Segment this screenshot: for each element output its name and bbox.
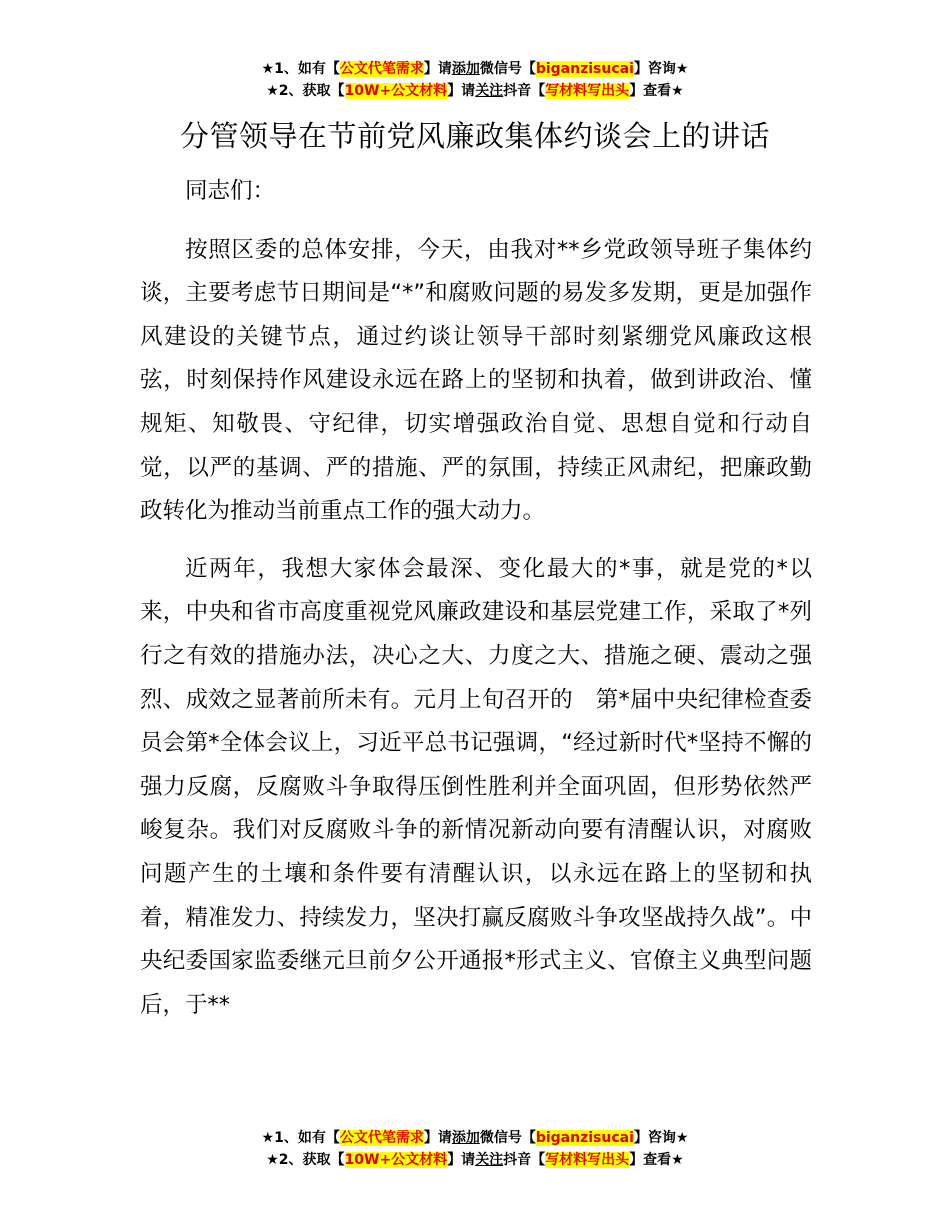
highlight-ghostwriting: 公文代笔需求: [339, 61, 424, 77]
banner-line-2: ★2、获取【10W+公文材料】请关注抖音【写材料写出头】查看★: [266, 83, 684, 99]
document-title: 分管领导在节前党风廉政集体约谈会上的讲话: [179, 119, 770, 153]
banner-line-1: ★1、如有【公文代笔需求】请添加微信号【biganzisucai】咨询★: [261, 61, 689, 77]
salutation: 同志们：: [185, 178, 276, 204]
header-banner: [0, 58, 950, 102]
highlight-materials: 10W+公文材料: [344, 83, 448, 99]
highlight-douyin-account: 写材料写出头: [545, 1152, 630, 1168]
document-body: [140, 170, 812, 1027]
footer-banner: [0, 1127, 950, 1171]
paragraph: 近两年，我想大家体会最深、变化最大的*事，就是党的*以来，中央和省市高度重视党风廉政建设和基层党建工作，采取了*列行之有效的措施办法，决心之大、力度之大、措施之硬、震动之强烈、成效之显著前所未有。元月上旬召开的 第*届中央纪律检查委员会第*全体会议上，习近平总书记强调，“经过新时代*坚持不懈的强力反腐，反腐败斗争取得压倒性胜利并全面巩固，但形势依然严峻复杂。我们对反腐败斗争的新情况新动向要有清醒认识，对腐败问题产生的土壤和条件要有清醒认识，以永远在路上的坚韧和执着，精准发力、持续发力，坚决打赢反腐败斗争攻坚战持久战”。中央纪委国家监委继元旦前夕公开通报*形式主义、官僚主义典型问题后，于**: [140, 555, 812, 1018]
highlight-wechat-id: biganzisucai: [535, 61, 634, 77]
paragraph: 按照区委的总体安排，今天，由我对**乡党政领导班子集体约谈，主要考虑节日期间是“*”和腐败问题的易发多发期，更是加强作风建设的关键节点，通过约谈让领导干部时刻紧绷党风廉政这根弦，时刻保持作风建设永远在路上的坚韧和执着，做到讲政治、懂规矩、知敬畏、守纪律，切实增强政治自觉、思想自觉和行动自觉，以严的基调、严的措施、严的氛围，持续正风肃纪，把廉政勤政转化为推动当前重点工作的强大动力。: [140, 236, 812, 525]
banner-line-1: ★1、如有【公文代笔需求】请添加微信号【biganzisucai】咨询★: [261, 1130, 689, 1146]
banner-line-2: ★2、获取【10W+公文材料】请关注抖音【写材料写出头】查看★: [266, 1152, 684, 1168]
highlight-ghostwriting: 公文代笔需求: [339, 1130, 424, 1146]
highlight-wechat-id: biganzisucai: [535, 1130, 634, 1146]
highlight-douyin-account: 写材料写出头: [545, 83, 630, 99]
highlight-materials: 10W+公文材料: [344, 1152, 448, 1168]
